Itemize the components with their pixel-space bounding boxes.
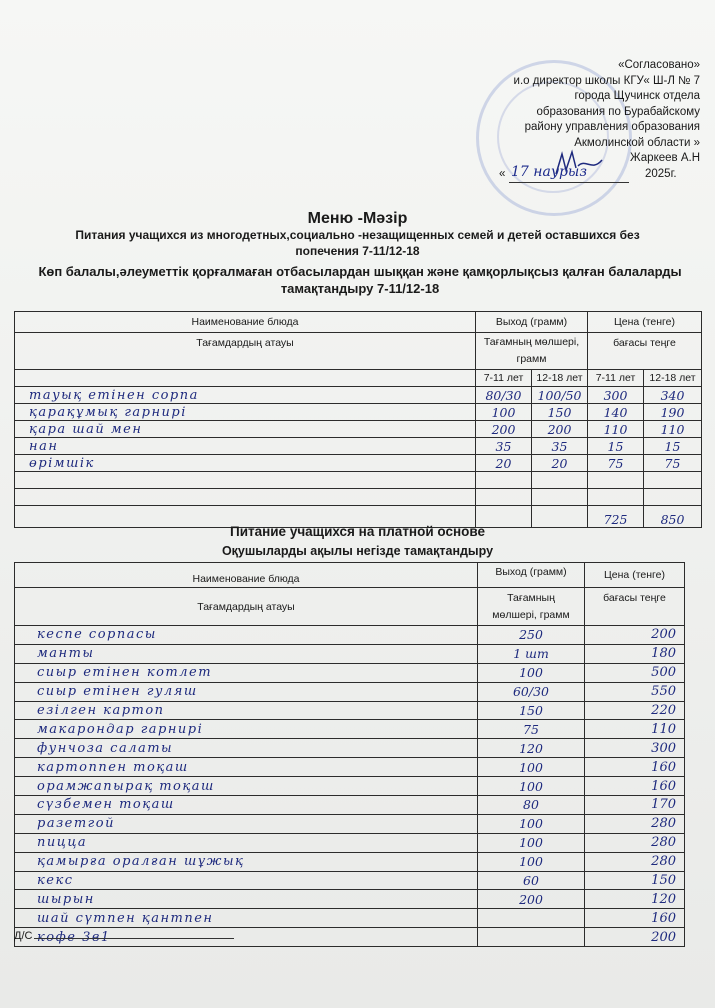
output-grams	[478, 928, 585, 947]
output-grams: 75	[478, 720, 585, 739]
output-junior: 100	[476, 404, 532, 421]
output-grams: 100	[478, 663, 585, 682]
output-grams: 100	[478, 852, 585, 871]
approval-line: «Согласовано»	[618, 59, 700, 71]
output-junior	[476, 489, 532, 506]
table-row	[15, 404, 702, 421]
price-tenge: 160	[585, 909, 685, 928]
price-tenge: 150	[585, 871, 685, 890]
dish-name: сиыр етінен гуляш	[15, 682, 478, 701]
output-senior: 100/50	[532, 387, 588, 404]
approval-line: району управления образования	[524, 121, 700, 133]
price-tenge: 280	[585, 814, 685, 833]
output-senior	[532, 489, 588, 506]
header-output-ru: Выход (грамм)	[476, 312, 588, 333]
price-tenge: 180	[585, 644, 685, 663]
table-row	[15, 796, 685, 815]
table-row	[15, 814, 685, 833]
price-tenge: 200	[585, 626, 685, 645]
price-senior	[644, 489, 702, 506]
menu-table-paid	[14, 562, 685, 947]
price-tenge: 110	[585, 720, 685, 739]
menu-table-benefit	[14, 311, 702, 528]
dish-name: шырын	[15, 890, 478, 909]
output-grams: 80	[478, 796, 585, 815]
table-row	[15, 852, 685, 871]
dish-name: кеспе сорпасы	[15, 626, 478, 645]
section-title-ru: Питание учащихся на платной основе	[229, 524, 485, 539]
dish-name: орамжапырақ тоқаш	[15, 777, 478, 796]
section-title-kz: Оқушыларды ақылы негізде тамақтандыру	[221, 544, 494, 558]
price-senior: 75	[644, 455, 702, 472]
table-row	[15, 421, 702, 438]
age-col: 7-11 лет	[476, 370, 532, 387]
dish-name: езілген картоп	[15, 701, 478, 720]
header-name-kz: Тағамдардың атауы	[15, 333, 476, 370]
output-junior	[476, 472, 532, 489]
dish-name	[15, 472, 476, 489]
table-row	[15, 489, 702, 506]
header-output-kz: Тағамның мөлшері, грамм	[476, 333, 588, 370]
output-grams: 60/30	[478, 682, 585, 701]
output-junior: 80/30	[476, 387, 532, 404]
price-tenge: 170	[585, 796, 685, 815]
price-junior: 140	[588, 404, 644, 421]
dish-name: сиыр етінен котлет	[15, 663, 478, 682]
dish-name: қамырға оралған шұжық	[15, 852, 478, 871]
date-year: 2025г.	[645, 168, 677, 180]
dish-name: сүзбемен тоқаш	[15, 796, 478, 815]
table-row	[15, 644, 685, 663]
table-row	[15, 438, 702, 455]
table-row	[15, 626, 685, 645]
approval-date	[499, 166, 699, 186]
output-grams: 200	[478, 890, 585, 909]
approval-line: Акмолинской области »	[574, 136, 700, 149]
price-senior	[644, 472, 702, 489]
price-junior: 75	[588, 455, 644, 472]
output-junior: 20	[476, 455, 532, 472]
table-row	[15, 739, 685, 758]
output-junior: 200	[476, 421, 532, 438]
footer-ds	[14, 930, 234, 942]
dish-name: кофе 3в1	[15, 928, 478, 947]
output-grams: 1 шт	[478, 644, 585, 663]
ds-label: Д/С	[14, 930, 33, 942]
age-col: 12-18 лет	[532, 370, 588, 387]
price-senior: 190	[644, 404, 702, 421]
table-row	[15, 455, 702, 472]
price-tenge: 500	[585, 663, 685, 682]
dish-name: макарондар гарнирі	[15, 720, 478, 739]
age-col: 7-11 лет	[588, 370, 644, 387]
output-senior: 35	[532, 438, 588, 455]
table-row	[15, 758, 685, 777]
approval-line: города Щучинск отдела	[574, 90, 700, 102]
price-senior: 110	[644, 421, 702, 438]
output-senior: 200	[532, 421, 588, 438]
table-row	[15, 890, 685, 909]
header-name-kz: Тағамдардың атауы	[15, 588, 478, 626]
price-tenge: 160	[585, 758, 685, 777]
header-price-kz: бағасы теңге	[585, 588, 685, 626]
price-tenge: 200	[585, 928, 685, 947]
dish-name: өрімшік	[15, 455, 476, 472]
table-row	[15, 663, 685, 682]
output-junior: 35	[476, 438, 532, 455]
price-senior: 15	[644, 438, 702, 455]
page-title: Меню -Мәзір	[307, 210, 408, 227]
subtitle-kz: Көп балалы,әлеуметтік қорғалмаған отбасылардан шыққан және қамқорлықсыз қалған балаларды тамақтандыру 7-11/12-18	[38, 264, 682, 296]
dish-name: фунчоза салаты	[15, 739, 478, 758]
table-row	[15, 833, 685, 852]
table-row	[15, 720, 685, 739]
header-price-ru: Цена (тенге)	[585, 563, 685, 588]
header-output-ru: Выход (грамм)	[478, 563, 585, 588]
dish-name: тауық етінен сорпа	[15, 387, 476, 404]
output-grams: 100	[478, 758, 585, 777]
price-tenge: 120	[585, 890, 685, 909]
approval-line: и.о директор школы КГУ« Ш-Л № 7	[513, 74, 700, 87]
approval-line: образования по Бурабайскому	[536, 105, 700, 118]
table-row	[15, 472, 702, 489]
dish-name: кекс	[15, 871, 478, 890]
total-junior: 725	[588, 506, 644, 528]
price-tenge: 280	[585, 833, 685, 852]
price-senior: 340	[644, 387, 702, 404]
subtitle-ru: Питания учащихся из многодетных,социально -незащищенных семей и детей оставшихся без попечения 7-11/12-18	[75, 228, 640, 258]
output-grams: 100	[478, 833, 585, 852]
dish-name: нан	[15, 438, 476, 455]
table-row	[15, 909, 685, 928]
output-senior	[532, 472, 588, 489]
total-senior: 850	[644, 506, 702, 528]
output-grams: 100	[478, 777, 585, 796]
output-grams	[478, 909, 585, 928]
table-row	[15, 682, 685, 701]
dish-name: пицца	[15, 833, 478, 852]
price-tenge: 550	[585, 682, 685, 701]
dish-name: шай сүтпен қантпен	[15, 909, 478, 928]
price-tenge: 160	[585, 777, 685, 796]
date-handwritten: 17 наурыз	[511, 164, 587, 180]
header-name-ru: Наименование блюда	[15, 563, 478, 588]
table-row	[15, 777, 685, 796]
table-row	[15, 387, 702, 404]
price-junior: 15	[588, 438, 644, 455]
dish-name: қарақұмық гарнирі	[15, 404, 476, 421]
approval-signer: Жаркеев А.Н	[630, 152, 700, 164]
price-junior: 110	[588, 421, 644, 438]
price-tenge: 300	[585, 739, 685, 758]
header-price-kz: бағасы теңге	[588, 333, 702, 370]
output-grams: 100	[478, 814, 585, 833]
dish-name	[15, 489, 476, 506]
output-grams: 120	[478, 739, 585, 758]
table-row	[15, 701, 685, 720]
date-quote: «	[499, 168, 506, 180]
header-output-kz: Тағамның мөлшері, грамм	[478, 588, 585, 626]
price-junior	[588, 489, 644, 506]
output-senior: 20	[532, 455, 588, 472]
header-price-ru: Цена (тенге)	[588, 312, 702, 333]
dish-name: картоппен тоқаш	[15, 758, 478, 777]
price-junior	[588, 472, 644, 489]
table-row	[15, 871, 685, 890]
age-col: 12-18 лет	[644, 370, 702, 387]
output-senior: 150	[532, 404, 588, 421]
output-grams: 60	[478, 871, 585, 890]
dish-name: манты	[15, 644, 478, 663]
price-junior: 300	[588, 387, 644, 404]
price-tenge: 220	[585, 701, 685, 720]
price-tenge: 280	[585, 852, 685, 871]
dish-name: разетгой	[15, 814, 478, 833]
output-grams: 250	[478, 626, 585, 645]
output-grams: 150	[478, 701, 585, 720]
header-name-ru: Наименование блюда	[15, 312, 476, 333]
dish-name: қара шай мен	[15, 421, 476, 438]
